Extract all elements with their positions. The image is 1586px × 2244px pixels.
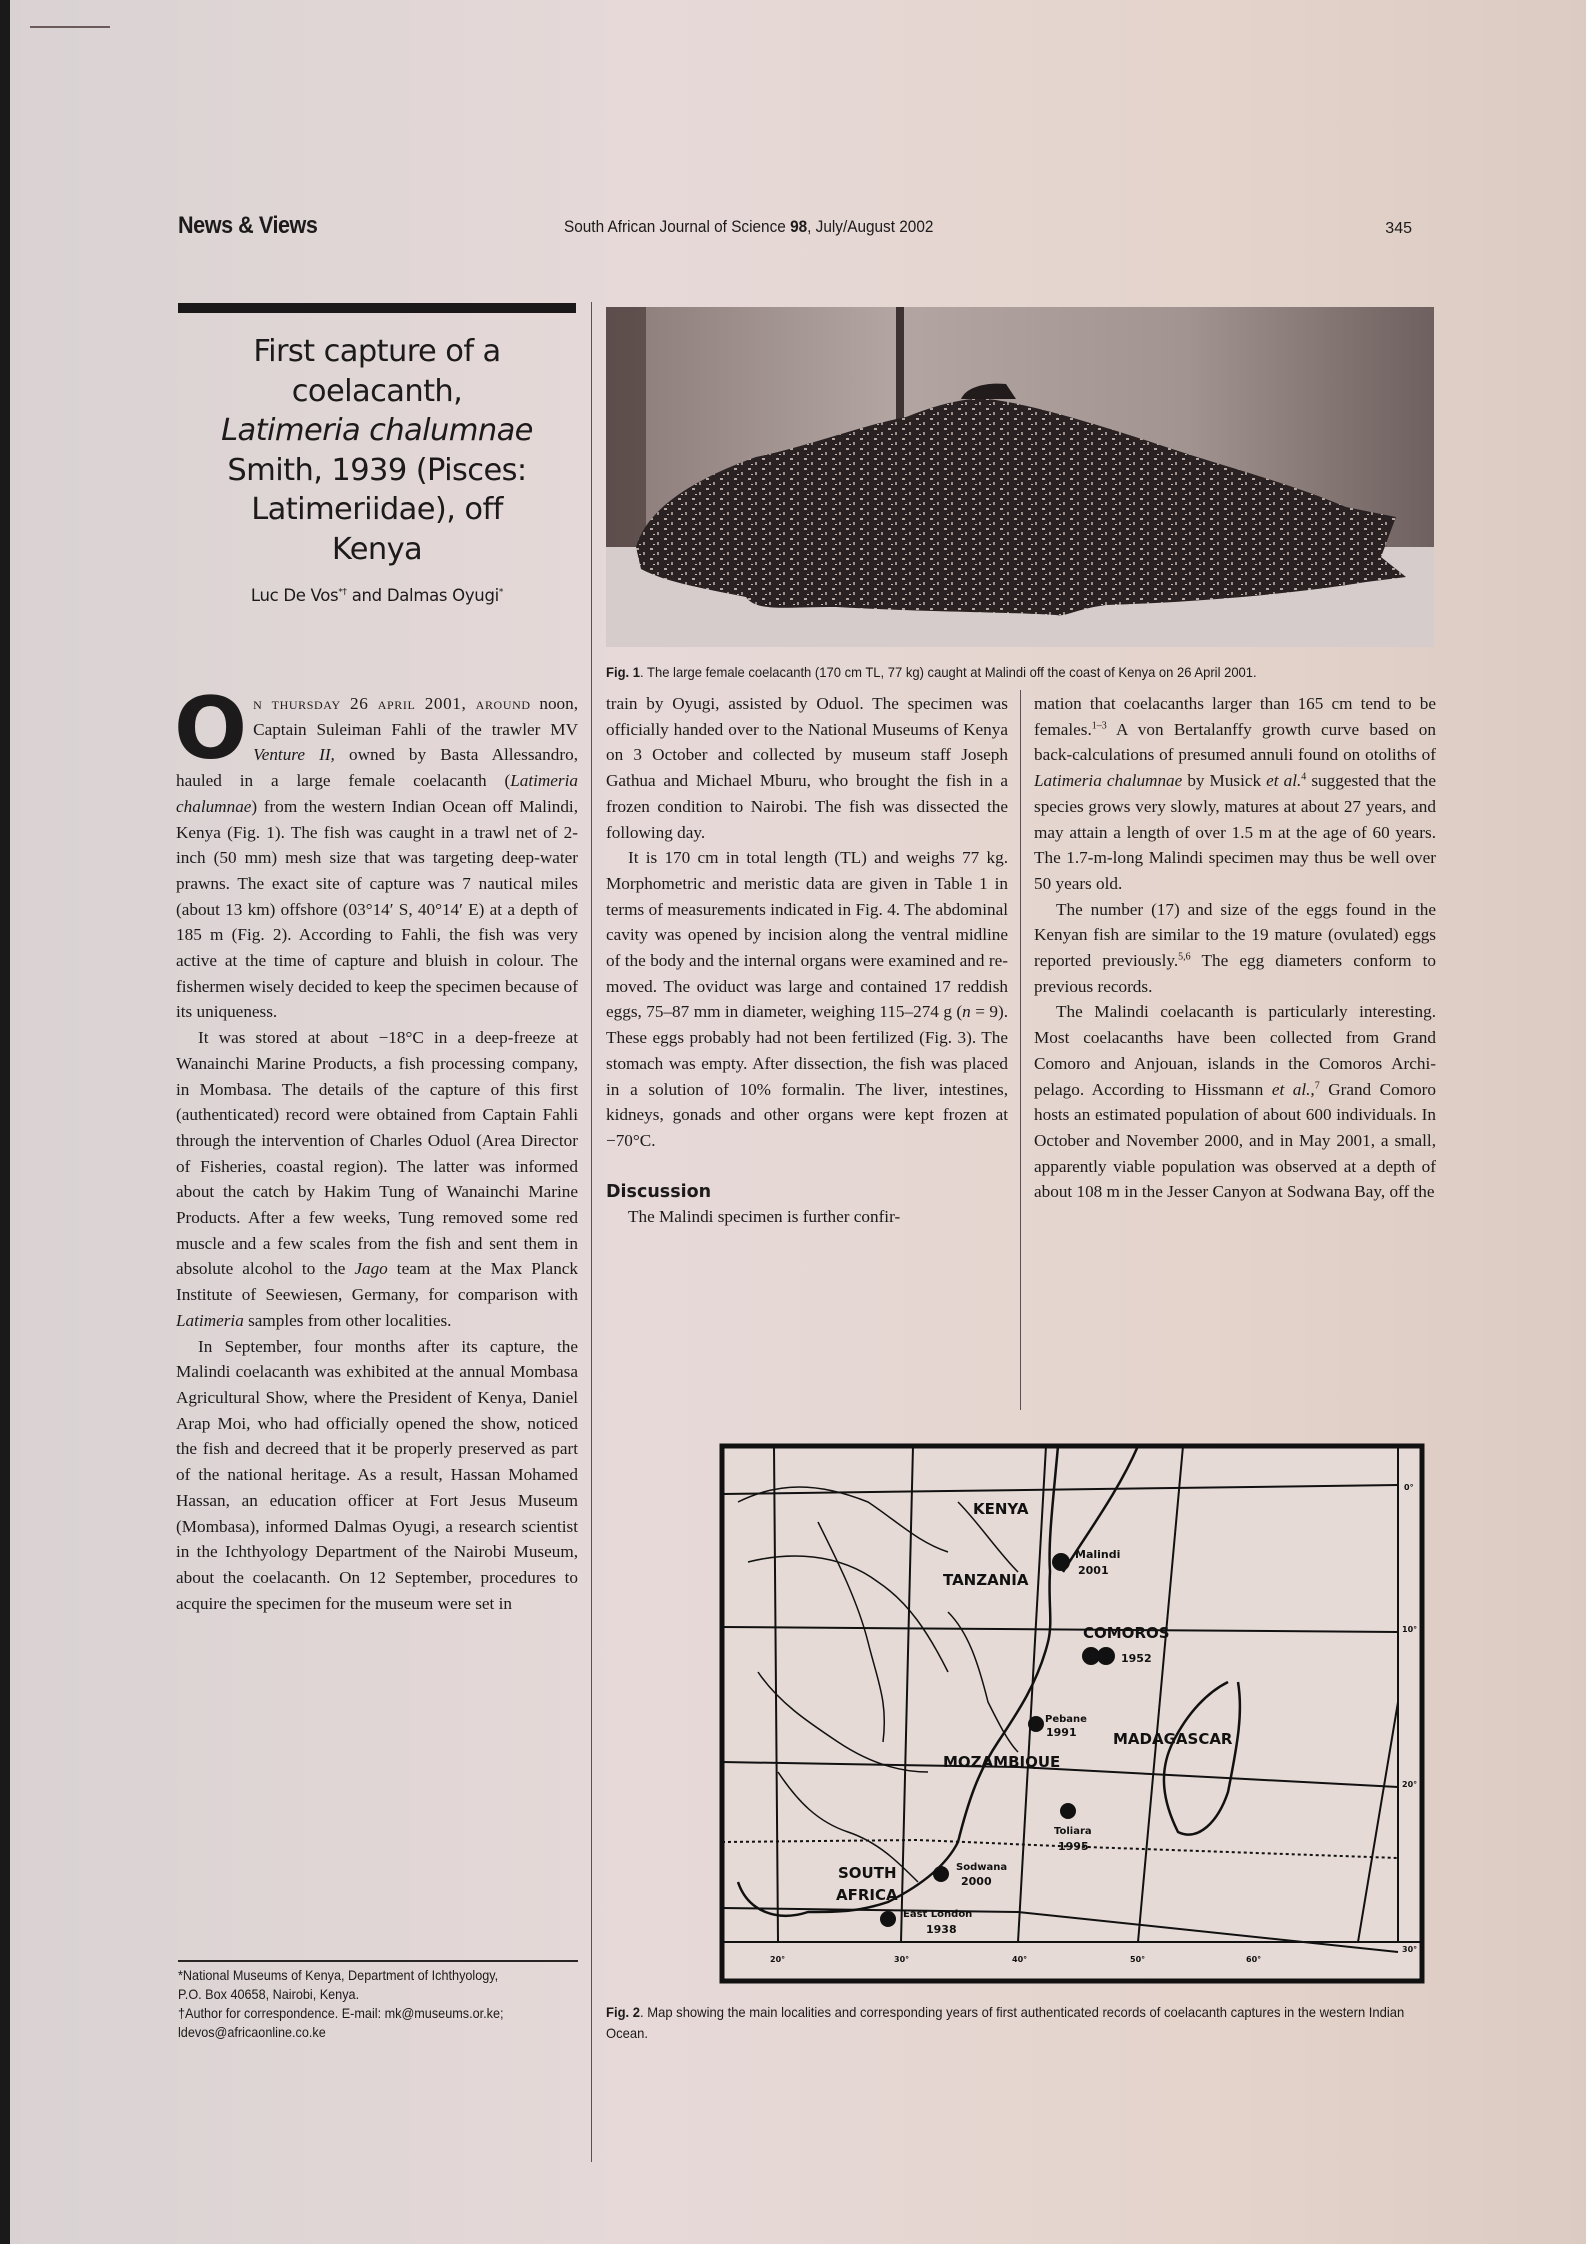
footnote-affiliation: *National Museums of Kenya, Department of Ichthyology,	[178, 1968, 499, 1983]
column-divider	[1020, 690, 1021, 1410]
lon-label: 40°	[1012, 1955, 1028, 1964]
paragraph: The Malindi specimen is further confir-	[628, 1206, 901, 1226]
svg-text:2001: 2001	[1078, 1564, 1109, 1577]
footnotes	[178, 1966, 578, 2042]
svg-text:1995: 1995	[1058, 1840, 1089, 1853]
paragraph: It is 170 cm in total length (TL) and weighs 77 kg. Morphometric and meristic data are given in Table 1 in terms of measurements indicated in Fig. 4. The abdominal cavity was opened by incision along the ventral midline of the body and the internal organs were examined and removed. The oviduct was large and contained 17 reddish eggs, 75–87 mm in diameter, weighing 115–274 g (n = 9). These eggs probably had not been fertilized (Fig. 3). The stomach was empty. After dissection, the fish was placed in a solution of 10% formalin. The liver, intestines, kidneys, gonads and other organs were kept frozen at −70°C.	[606, 848, 1008, 1150]
lon-label: 50°	[1130, 1955, 1146, 1964]
lat-label: 0°	[1404, 1483, 1414, 1492]
body-column-1	[174, 679, 579, 1616]
locality-marker	[933, 1866, 949, 1882]
locality-marker	[1097, 1647, 1115, 1665]
paragraph: The Malindi coelacanth is particularly interesting. Most coelacanths have been collected from Grand Comoro and Anjouan, islands in the Comoros Archipelago. According to Hissmann et al.,$^7$ Grand Comoro hosts an estimated population of about 600 individuals. In October and November 2000, and in May 2001, a small, apparently viable population was observed at a depth of about 108 m in the Jesser Canyon at Sodwana Bay, off the	[1034, 1002, 1436, 1202]
svg-text:1952: 1952	[1121, 1652, 1152, 1665]
figure-2-caption: Fig. 2. Map showing the main localities and corresponding years of first authenticated records of coelacanth captures in the western Indian Ocean.	[606, 2004, 1405, 2041]
running-head	[178, 212, 1418, 242]
svg-text:Pebane: Pebane	[1045, 1714, 1087, 1725]
paragraph: mation that coelacanths larger than 165 cm tend to be females.$^{1-3}$ A von Bertalanffy growth curve based on back-calculations of presumed annuli found on otoliths of Latimeria chalumnae by Musick et al.$^4$ suggested that the species grows very slowly, matures at about 27 years, and may attain a length of over 1.5 m at the age of 60 years. The 1.7-m-long Malindi specimen may thus be well over 50 years old.	[1034, 694, 1436, 893]
lat-label: 20°	[1402, 1780, 1418, 1789]
footnote-rule	[178, 1960, 578, 1962]
journal-reference: South African Journal of Science 98, July/August 2002	[564, 218, 934, 236]
map-label-kenya: KENYA	[973, 1500, 1029, 1518]
coelacanth-photo	[606, 307, 1434, 647]
footnote-email: ldevos@africaonline.co.ke	[178, 2025, 326, 2040]
section-label: News & Views	[178, 212, 318, 239]
lat-label: 10°	[1402, 1625, 1418, 1634]
svg-text:Malindi: Malindi	[1075, 1548, 1121, 1561]
map-label-africa: AFRICA	[836, 1886, 898, 1904]
scan-edge	[0, 0, 10, 2244]
map-label-south: SOUTH	[838, 1864, 897, 1882]
paragraph: The number (17) and size of the eggs found in the Kenyan fish are similar to the 19 mature (ovulated) eggs reported previously.$^{5,6}$ The egg diameters conform to previous records.	[1034, 899, 1436, 996]
article-title: First capture of a coelacanth, Latimeria chalumnae Smith, 1939 (Pisces: Latimeriidae), off Kenya	[221, 334, 533, 567]
map-label-comoros: COMOROS	[1083, 1624, 1170, 1642]
svg-text:East London: East London	[903, 1909, 973, 1920]
map-label-madagascar: MADAGASCAR	[1113, 1730, 1233, 1748]
author-line: Luc De Vos*† and Dalmas Oyugi*	[250, 586, 504, 605]
body-column-3	[1034, 691, 1436, 1205]
map-label-tanzania: TANZANIA	[943, 1571, 1029, 1589]
drop-cap: O	[174, 679, 248, 779]
scan-mark	[30, 26, 110, 28]
locality-marker	[1060, 1803, 1076, 1819]
figure-1-caption: Fig. 1. The large female coelacanth (170 cm TL, 77 kg) caught at Malindi off the coast of Kenya on 26 April 2001.	[606, 664, 1257, 680]
figure-2-map	[718, 1442, 1438, 1985]
paragraph: train by Oyugi, assisted by Oduol. The specimen was officially handed over to the National Museums of Kenya on 3 October and collected by museum staff Joseph Gathua and Michael Mburu, who brought the fish in a frozen condition to Nairobi. The fish was dissected the following day.	[606, 694, 1008, 842]
paragraph: It was stored at about −18°C in a deep-freeze at Wanainchi Marine Products, a fish processing company, in Mombasa. The details of the capture of this first (authenticated) record were obtained from Captain Fahli through the intervention of Charles Oduol (Area Director of Fisheries, coastal region). The latter was informed about the catch by Hakim Tung of Wanainchi Marine Products. After a few weeks, Tung removed some red muscle and a few scales from the fish and sent them in absolute alcohol to the Jago team at the Max Planck Institute of Seewiesen, Germany, for comparison with Latimeria samples from other localities.	[176, 1028, 579, 1330]
section-heading-discussion: Discussion	[606, 1181, 712, 1202]
svg-text:Toliara: Toliara	[1054, 1826, 1092, 1837]
footnote-address: P.O. Box 40658, Nairobi, Kenya.	[178, 1987, 360, 2002]
column-divider	[591, 302, 592, 2162]
locality-marker	[1028, 1716, 1044, 1732]
body-column-2	[606, 691, 1008, 1229]
figure-1-photo	[606, 307, 1434, 647]
page-number: 345	[1385, 220, 1412, 237]
svg-text:Sodwana: Sodwana	[956, 1862, 1008, 1873]
lon-label: 20°	[770, 1955, 786, 1964]
paragraph: On thursday 26 april 2001, around noon, Captain Suleiman Fahli of the trawler MV Venture II, owned by Basta Allessandro, hauled in a large female coelacanth (Latimeria chalumnae) from the western Indian Ocean off Malindi, Kenya (Fig. 1). The fish was caught in a trawl net of 2-inch (50 mm) mesh size that was targeting deep-water prawns. The exact site of capture was 7 nautical miles (about 13 km) offshore (03°14′ S, 40°14′ E) at a depth of 185 m (Fig. 2). According to Fahli, the fish was very active at the time of capture and bluish in colour. The fishermen wisely decided to keep the specimen because of its uniqueness.	[174, 679, 579, 1022]
locality-marker	[1052, 1553, 1070, 1571]
lat-label: 30°	[1402, 1945, 1418, 1954]
svg-text:2000: 2000	[961, 1875, 992, 1888]
lon-label: 60°	[1246, 1955, 1262, 1964]
title-rule	[178, 303, 576, 313]
svg-text:1938: 1938	[926, 1923, 957, 1936]
lon-label: 30°	[894, 1955, 910, 1964]
map-label-mozambique: MOZAMBIQUE	[943, 1753, 1061, 1771]
footnote-correspondence: †Author for correspondence. E-mail: mk@museums.or.ke;	[178, 2006, 504, 2021]
svg-text:1991: 1991	[1046, 1726, 1077, 1739]
locality-marker	[880, 1911, 896, 1927]
paragraph: In September, four months after its capture, the Malindi coelacanth was exhibited at the annual Mombasa Agricultural Show, where the President of Kenya, Daniel Arap Moi, who had officially opened the show, noticed the fish and decreed that it be properly preserved as part of the national heritage. As a result, Hassan Mohamed Hassan, an education officer at Fort Jesus Museum (Mombasa), informed Dalmas Oyugi, a research scientist in the Ichthyology Department of the Nairobi Museum, about the coelacanth. On 12 September, procedures to acquire the specimen for the museum were set in	[176, 1336, 578, 1613]
